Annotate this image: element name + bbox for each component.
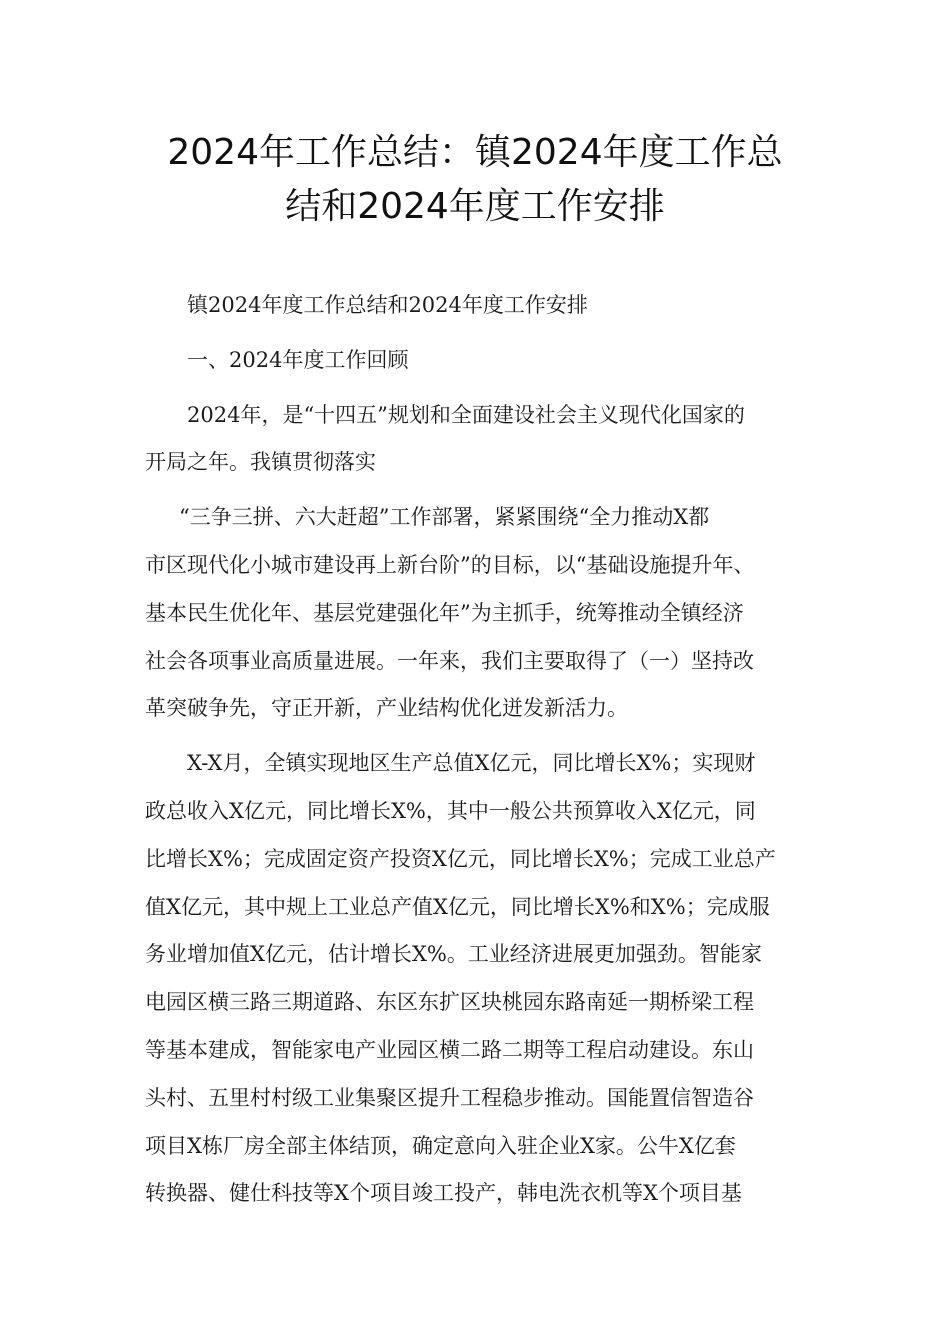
document-title [100,126,850,234]
text-line: 革突破争先，守正开新，产业结构优化迸发新活力。 [145,696,628,721]
text-line: 镇2024年度工作总结和2024年度工作安排 [187,293,588,317]
paragraph-gap [145,487,845,494]
text-line: X-X月，全镇实现地区生产总值X亿元，同比增长X%；实现财 [187,751,756,776]
text-line: 务业增加值X亿元，估计增长X%。工业经济进展更加强劲。智能家 [145,942,762,967]
text-line: 2024年，是“十四五”规划和全面建设社会主义现代化国家的 [187,402,745,427]
text-line: 市区现代化小城市建设再上新台阶”的目标，以“基础设施提升年、 [145,552,755,577]
text-line: 等基本建成，智能家电产业园区横二路二期等工程启动建设。东山 [145,1037,754,1062]
text-line: “三争三拼、六大赶超”工作部署，紧紧围绕“全力推动X都 [179,505,710,530]
paragraph-gap [145,733,845,740]
text-line: 项目X栋厂房全部主体结顶，确定意向入驻企业X家。公牛X亿套 [145,1133,736,1158]
title-line-1: 2024年工作总结：镇2024年度工作总 [167,132,783,173]
paragraph-subtitle [145,282,845,330]
paragraph [145,494,845,733]
text-line: 转换器、健仕科技等X个项目竣工投产，韩电洗衣机等X个项目基 [145,1181,742,1206]
document-body [145,282,845,1218]
text-line: 头村、五里村村级工业集聚区提升工程稳步推动。国能置信智造谷 [145,1085,754,1110]
paragraph [145,740,845,1218]
text-line: 比增长X%；完成固定资产投资X亿元，同比增长X%；完成工业总产 [145,846,776,871]
text-line: 政总收入X亿元，同比增长X%，其中一般公共预算收入X亿元，同 [145,798,756,823]
text-line: 值X亿元，其中规上工业总产值X亿元，同比增长X%和X%；完成服 [145,894,770,919]
text-line: 社会各项事业高质量进展。一年来，我们主要取得了（一）坚持改 [145,648,754,673]
paragraph-gap [145,330,845,337]
text-line: 开局之年。我镇贯彻落实 [145,450,376,475]
section-heading [145,337,845,385]
paragraph-gap [145,385,845,392]
paragraph [145,392,845,488]
title-line-2: 结和2024年度工作安排 [285,186,665,227]
text-line: 电园区横三路三期道路、东区东扩区块桃园东路南延一期桥梁工程 [145,990,754,1015]
text-line: 基本民生优化年、基层党建强化年”为主抓手，统筹推动全镇经济 [145,600,744,625]
text-line: 一、2024年度工作回顾 [187,347,409,372]
